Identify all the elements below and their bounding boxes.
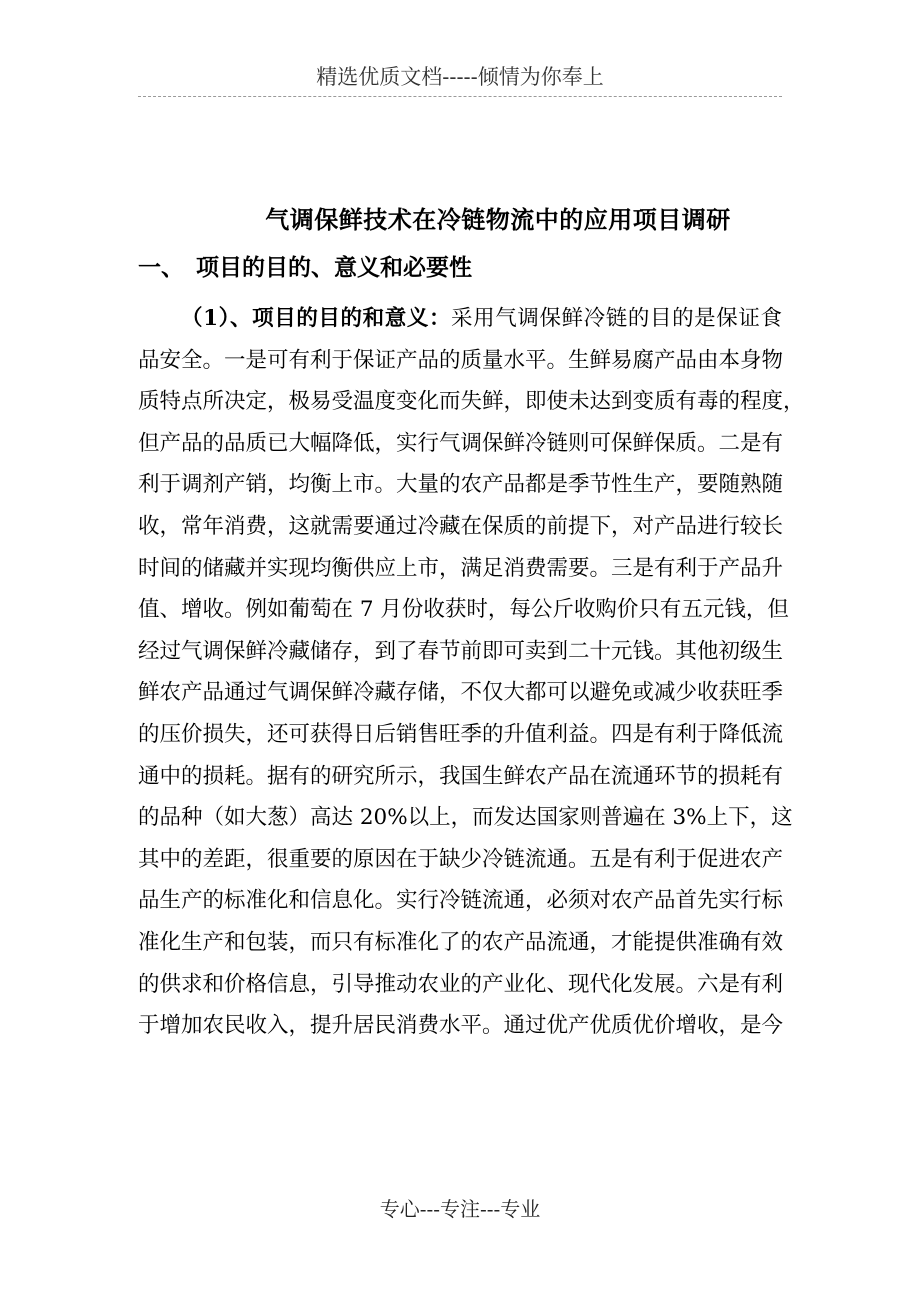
paragraph-line: 利于调剂产销，均衡上市。大量的农产品都是季节性生产，要随熟随 xyxy=(138,472,784,498)
paragraph-lead: （1）、项目的目的和意义： xyxy=(181,306,452,331)
section-heading xyxy=(138,250,472,286)
paragraph-line: 时间的储藏并实现均衡供应上市，满足消费需要。三是有利于产品升 xyxy=(138,555,784,581)
page-footer: 专心---专注---专业 xyxy=(379,1197,541,1221)
paragraph-line: 的品种（如大葱）高达 20%以上，而发达国家则普遍在 3%上下，这 xyxy=(138,805,793,831)
paragraph-line: 品生产的标准化和信息化。实行冷链流通，必须对农产品首先实行标 xyxy=(138,888,784,914)
section-heading-text: 项目的目的、意义和必要性 xyxy=(196,254,472,281)
paragraph-line xyxy=(138,298,782,340)
page-header: 精选优质文档-----倾情为你奉上 xyxy=(316,65,604,89)
paragraph-line: 值、增收。例如葡萄在 7 月份收获时，每公斤收购价只有五元钱，但 xyxy=(138,597,789,623)
paragraph-line: 质特点所决定，极易受温度变化而失鲜，即使未达到变质有毒的程度， xyxy=(138,389,805,415)
document-title: 气调保鲜技术在冷链物流中的应用项目调研 xyxy=(265,205,731,234)
paragraph-line: 收，常年消费，这就需要通过冷藏在保质的前提下，对产品进行较长 xyxy=(138,513,784,539)
paragraph-line-text: 采用气调保鲜冷链的目的是保证食 xyxy=(451,306,782,331)
paragraph-line: 鲜农产品通过气调保鲜冷藏存储，不仅大都可以避免或减少收获旺季 xyxy=(138,680,784,706)
header-divider xyxy=(138,96,782,97)
paragraph-line: 准化生产和包装，而只有标准化了的农产品流通，才能提供准确有效 xyxy=(138,929,784,955)
paragraph-line: 的供求和价格信息，引导推动农业的产业化、现代化发展。六是有利 xyxy=(138,971,784,997)
paragraph-line: 其中的差距，很重要的原因在于缺少冷链流通。五是有利于促进农产 xyxy=(138,846,784,872)
section-number: 一、 xyxy=(138,254,184,281)
paragraph-line: 于增加农民收入，提升居民消费水平。通过优产优质优价增收，是今 xyxy=(138,1013,784,1039)
paragraph-line: 的压价损失，还可获得日后销售旺季的升值利益。四是有利于降低流 xyxy=(138,721,784,747)
paragraph-line: 通中的损耗。据有的研究所示，我国生鲜农产品在流通环节的损耗有 xyxy=(138,763,784,789)
paragraph-line: 经过气调保鲜冷藏储存，到了春节前即可卖到二十元钱。其他初级生 xyxy=(138,638,784,664)
paragraph-line: 但产品的品质已大幅降低，实行气调保鲜冷链则可保鲜保质。二是有 xyxy=(138,430,784,456)
body-paragraph xyxy=(138,298,805,1047)
paragraph-line: 品安全。一是可有利于保证产品的质量水平。生鲜易腐产品由本身物 xyxy=(138,347,784,373)
